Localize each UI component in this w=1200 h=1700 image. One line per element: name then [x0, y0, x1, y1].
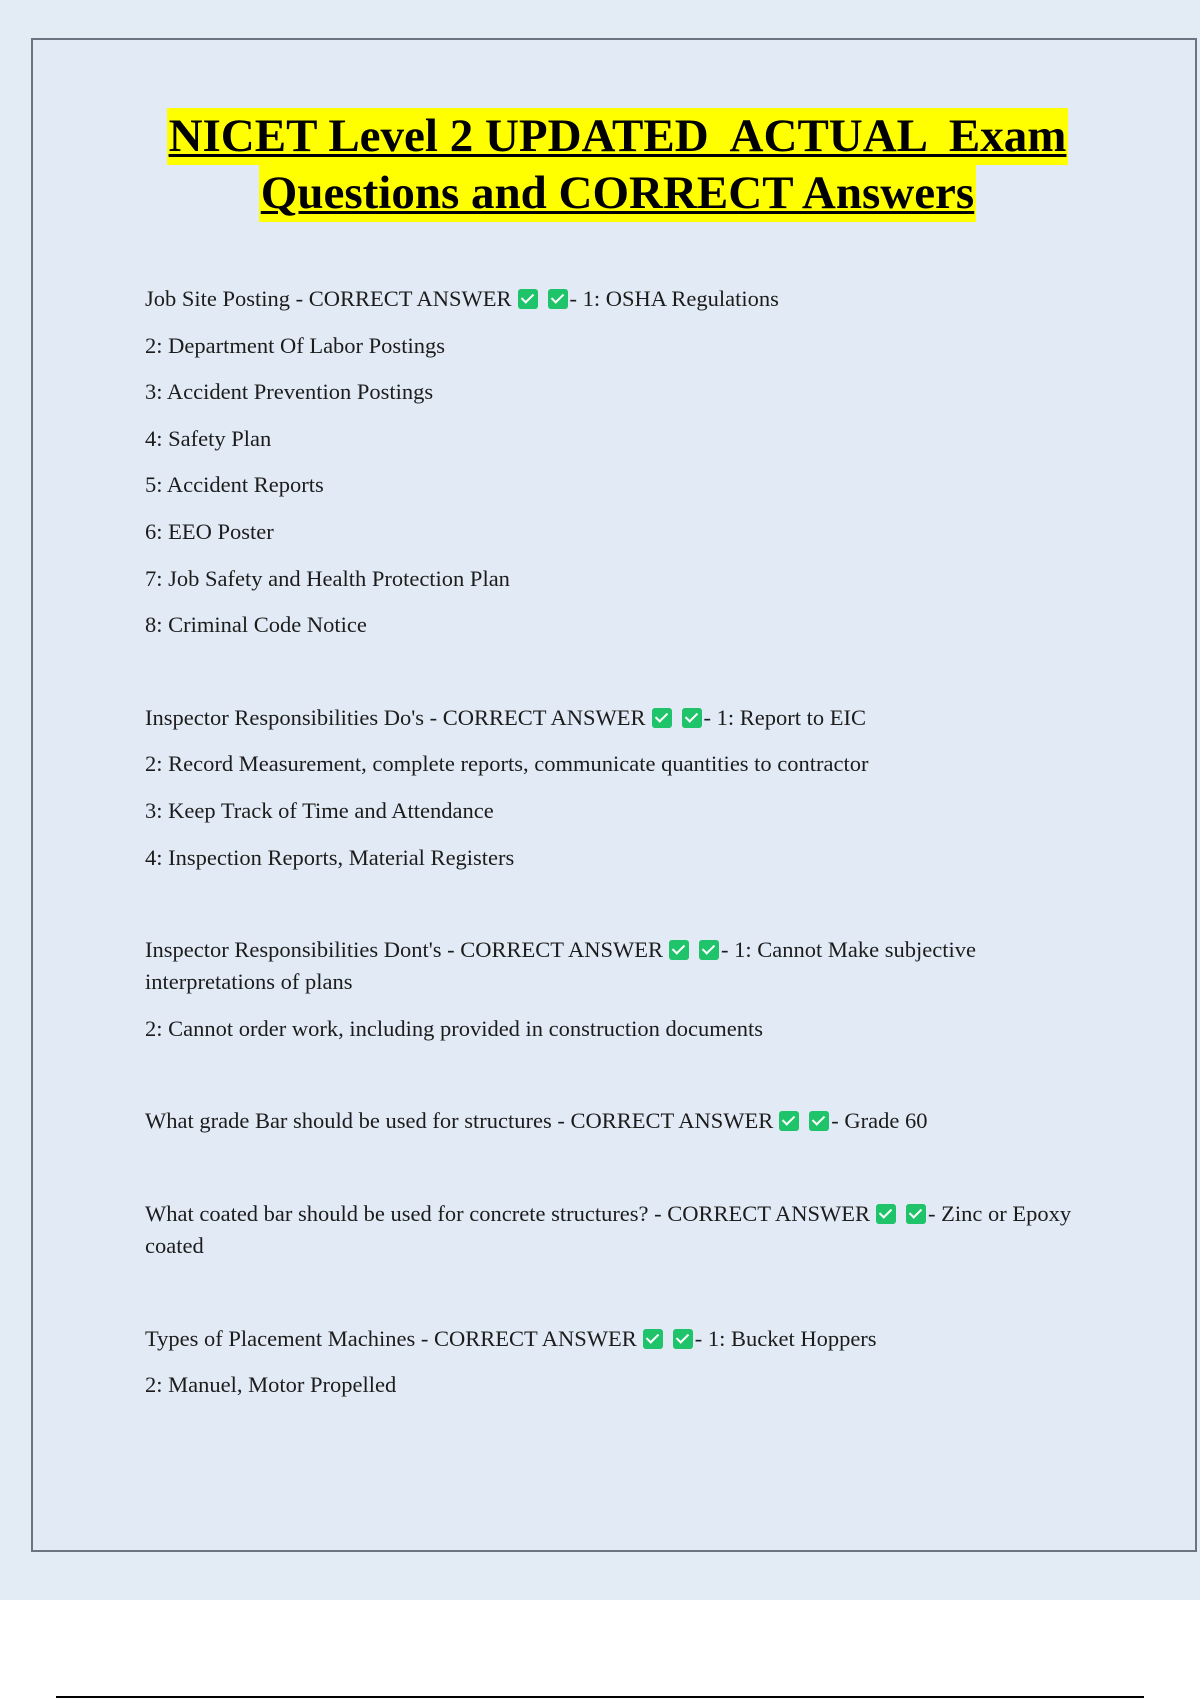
answer-line: 4: Inspection Reports, Material Registers	[145, 844, 515, 870]
answer-text: - 1: Cannot Make subjective interpretations of plans	[145, 937, 976, 995]
check-box-icon	[673, 1329, 693, 1349]
qa-question-line	[145, 1323, 1090, 1355]
question-text: Inspector Responsibilities Dont's - CORRECT ANSWER	[145, 937, 664, 963]
check-box-icon	[779, 1111, 799, 1131]
check-box-icon	[652, 708, 672, 728]
footer-divider	[56, 1696, 1144, 1698]
question-text: What grade Bar should be used for structures - CORRECT ANSWER	[145, 1108, 774, 1134]
answer-line: 2: Manuel, Motor Propelled	[145, 1372, 397, 1398]
qa-question-line	[145, 1105, 1090, 1137]
spacer	[145, 1152, 1090, 1198]
answer-text: - Grade 60	[831, 1108, 928, 1134]
check-box-icon	[699, 940, 719, 960]
spacer	[145, 1059, 1090, 1105]
question-text: Job Site Posting - CORRECT ANSWER	[145, 286, 512, 311]
title-line-2: Questions and CORRECT Answers	[259, 165, 976, 222]
check-box-icon	[906, 1204, 926, 1224]
qa-item	[145, 934, 1090, 1045]
check-box-icon	[548, 289, 568, 309]
check-box-icon	[518, 289, 538, 309]
answer-text: - 1: OSHA Regulations	[569, 286, 779, 311]
title-line-1: NICET Level 2 UPDATED ACTUAL Exam	[167, 108, 1069, 165]
qa-item	[145, 283, 1090, 641]
check-box-icon	[669, 940, 689, 960]
qa-item	[145, 1323, 1090, 1402]
check-box-icon	[682, 708, 702, 728]
check-box-icon	[876, 1204, 896, 1224]
answer-line: 4: Safety Plan	[145, 425, 272, 451]
answer-line: 7: Job Safety and Health Protection Plan	[145, 565, 510, 591]
spacer	[145, 888, 1090, 934]
qa-question-line	[145, 702, 1090, 734]
qa-question-line	[145, 934, 1090, 998]
answer-text: - Zinc or Epoxy coated	[145, 1200, 1072, 1258]
qa-question-line	[145, 1198, 1090, 1262]
qa-list	[145, 283, 1090, 1416]
qa-item	[145, 1198, 1090, 1262]
answer-line: 5: Accident Reports	[145, 472, 324, 498]
spacer	[145, 1277, 1090, 1323]
answer-line: 3: Keep Track of Time and Attendance	[145, 797, 494, 823]
spacer	[145, 656, 1090, 702]
qa-item	[145, 1105, 1090, 1137]
check-box-icon	[643, 1329, 663, 1349]
answer-text: - 1: Report to EIC	[703, 704, 866, 730]
question-text: Types of Placement Machines - CORRECT ANSWER	[145, 1325, 637, 1351]
answer-line: 2: Department Of Labor Postings	[145, 332, 445, 358]
answer-line: 8: Criminal Code Notice	[145, 612, 367, 638]
answer-line: 6: EEO Poster	[145, 518, 274, 544]
qa-item	[145, 702, 1090, 874]
question-text: What coated bar should be used for concrete structures? - CORRECT ANSWER	[145, 1200, 871, 1226]
check-box-icon	[809, 1111, 829, 1131]
answer-line: 2: Record Measurement, complete reports, communicate quantities to contractor	[145, 751, 869, 777]
answer-text: - 1: Bucket Hoppers	[694, 1325, 877, 1351]
answer-line: 2: Cannot order work, including provided in construction documents	[145, 1015, 764, 1041]
document-title	[100, 108, 1135, 222]
qa-question-line	[145, 283, 1090, 315]
answer-line: 3: Accident Prevention Postings	[145, 379, 434, 405]
question-text: Inspector Responsibilities Do's - CORRECT ANSWER	[145, 704, 646, 730]
